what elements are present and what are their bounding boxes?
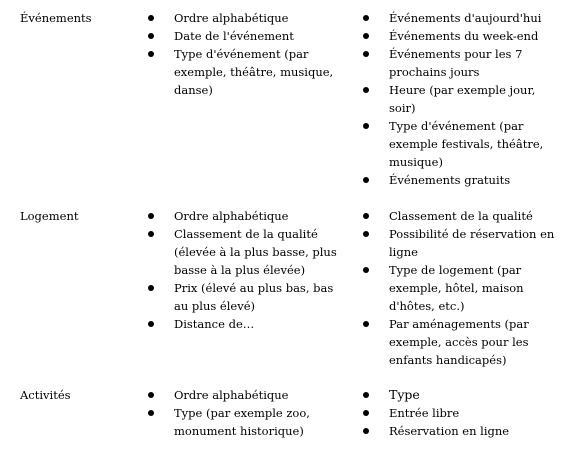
list-item: Par aménagements (par exemple, accès pour les enfants handicapés) (363, 315, 568, 369)
list-item: Événements gratuits (363, 171, 568, 189)
list-item: Heure (par exemple jour, soir) (363, 81, 568, 117)
bullet-icon (363, 321, 369, 327)
bullet-icon (363, 267, 369, 273)
bullet-icon (363, 231, 369, 237)
category-label: Activités (20, 388, 71, 402)
bullet-icon (363, 51, 369, 57)
sort-options-column (148, 386, 333, 440)
sort-options-column (148, 9, 333, 99)
filter-options-column (363, 207, 568, 369)
list-item: Ordre alphabétique (148, 207, 333, 225)
category-label: Logement (20, 209, 79, 223)
list-item: Type (par exemple zoo, monument historique) (148, 404, 333, 440)
list-item: Ordre alphabétique (148, 9, 333, 27)
list-item: Type d'événement (par exemple festivals, théâtre, musique) (363, 117, 568, 171)
bullet-icon (363, 87, 369, 93)
list-item: Distance de… (148, 315, 333, 333)
bullet-icon (148, 213, 154, 219)
list-item: Possibilité de réservation en ligne (363, 225, 568, 261)
bullet-icon (148, 33, 154, 39)
bullet-icon (148, 321, 154, 327)
list-item: Réservation en ligne (363, 422, 568, 440)
bullet-icon (148, 51, 154, 57)
bullet-icon (363, 392, 369, 398)
list-item: Date de l'événement (148, 27, 333, 45)
bullet-icon (363, 410, 369, 416)
list-item: Classement de la qualité (363, 207, 568, 225)
list-item: Événements d'aujourd'hui (363, 9, 568, 27)
category-label: Événements (20, 11, 92, 25)
bullet-icon (363, 123, 369, 129)
bullet-icon (363, 15, 369, 21)
list-item: Événements pour les 7 prochains jours (363, 45, 568, 81)
list-item: Classement de la qualité (élevée à la plus basse, plus basse à la plus élevée) (148, 225, 333, 279)
bullet-icon (363, 213, 369, 219)
list-item: Type d'événement (par exemple, théâtre, musique, danse) (148, 45, 333, 99)
filter-options-column (363, 9, 568, 189)
list-item: Type (363, 386, 568, 404)
bullet-icon (148, 15, 154, 21)
list-item: Événements du week-end (363, 27, 568, 45)
list-item: Prix (élevé au plus bas, bas au plus élevé) (148, 279, 333, 315)
list-item: Entrée libre (363, 404, 568, 422)
bullet-icon (363, 177, 369, 183)
bullet-icon (148, 285, 154, 291)
bullet-icon (148, 231, 154, 237)
list-item: Ordre alphabétique (148, 386, 333, 404)
list-item: Type de logement (par exemple, hôtel, maison d'hôtes, etc.) (363, 261, 568, 315)
bullet-icon (148, 410, 154, 416)
filter-options-column (363, 386, 568, 440)
bullet-icon (363, 428, 369, 434)
bullet-icon (363, 33, 369, 39)
bullet-icon (148, 392, 154, 398)
sort-options-column (148, 207, 337, 333)
